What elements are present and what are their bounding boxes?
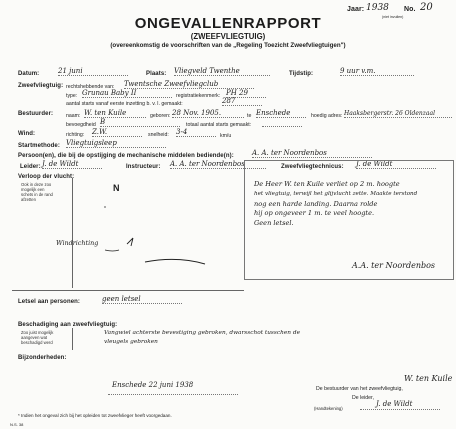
registration-value: PH 29 — [226, 89, 266, 98]
technician-label: Zweefvliegtechnicus: — [281, 164, 344, 170]
place-label: Plaats: — [146, 71, 167, 77]
not-fill-note: (niet invullen) — [382, 15, 404, 19]
leader-signature: J. de Wildt — [376, 400, 413, 408]
place-and-date: Enschede 22 juni 1938 — [112, 381, 194, 389]
number-label: No. — [404, 6, 416, 13]
remarks-signature: A.A. ter Noordenbos — [352, 261, 436, 270]
time-label: Tijdstip: — [289, 71, 314, 77]
pilot-label: Bestuurder: — [18, 111, 54, 117]
form-code: N.S. 38 — [10, 422, 24, 427]
signature-caption: (Handtekening) — [314, 406, 343, 411]
pilot-signature-label: De bestuurder van het zweefvliegtuig, — [316, 386, 403, 392]
damage-divider — [72, 328, 73, 350]
total-starts-blank — [262, 126, 302, 127]
launch-method-value: Vliegtuigsleep — [66, 139, 166, 148]
launch-method-label: Startmethode: — [18, 143, 60, 149]
address-value: Haaksbergerstr. 26 Oldenzaal — [344, 110, 452, 118]
pilot-name-label: naam: — [66, 113, 81, 119]
wind-label: Wind: — [18, 131, 36, 137]
damage-note: Zoo juist mogelijk aangeven wat beschadigd werd — [21, 330, 54, 345]
year-label: Jaar: — [347, 6, 365, 13]
owner-value: Twentsche Zweefvliegclub — [124, 80, 254, 89]
leader-signature-label: De leider, — [352, 395, 374, 401]
date-value: 21 juni — [58, 67, 128, 76]
time-value: 9 uur v.m. — [340, 67, 414, 76]
damage-label: Beschadiging aan zweefvliegtuig: — [18, 322, 118, 328]
starts-value: 287 — [222, 97, 262, 106]
remarks-line: hij op ongeveer 1 m. te veel hoogte. — [254, 209, 375, 218]
license-label: bevoegdheid — [66, 122, 96, 128]
sketch-divider-bottom — [12, 290, 244, 291]
remarks-line: Geen letsel. — [254, 219, 294, 228]
damage-value: Vangwiel achterste bevestiging gebroken, dwarsschot tusschen de vleugels gebroken — [104, 330, 301, 345]
flight-course-note: Ook in deze zoo mogelijk een schets in de rand afzetten — [21, 182, 53, 202]
pilot-name-value: W. ten Kuile — [84, 109, 146, 118]
injury-label: Letsel aan personen: — [18, 299, 81, 305]
page-subtitle: (ZWEEFVLIEGTUIG) — [190, 32, 266, 41]
leader-value: J. de Wildt — [42, 160, 102, 169]
north-label: N — [113, 183, 120, 193]
instructor-value: A. A. ter Noordenbos — [170, 160, 266, 169]
wind-direction-value: Z.W. — [92, 128, 142, 137]
footnote: * Indien het ongeval zich bij het opleiden tot zweefvlieger heeft voorgedaan. — [18, 413, 172, 418]
injury-value: geen letsel — [102, 295, 182, 304]
instructor-label: Instructeur: — [126, 164, 161, 170]
number-value: 20 — [420, 2, 433, 13]
place-value: Vliegveld Twenthe — [174, 67, 270, 76]
owner-label: rechtshebbende van: — [66, 84, 115, 90]
type-value: Grunau Baby II — [82, 89, 172, 98]
signature-line — [360, 409, 440, 410]
remarks-line: De Heer W. ten Kuile verliet op 2 m. hoogte — [254, 180, 400, 188]
wind-speed-value: 3-4 — [176, 128, 216, 137]
born-place-label: te — [247, 113, 252, 119]
starts-label: aantal starts vanaf eerste inzetting b. v. l. gemaakt: — [66, 101, 183, 107]
wind-speed-label: snelheid: — [148, 132, 169, 138]
particulars-label: Bijzonderheden: — [18, 355, 67, 361]
page-title: ONGEVALLENRAPPORT — [134, 15, 322, 32]
year-value: 1938 — [366, 3, 389, 13]
regulation-reference: (overeenkomstig de voorschriften van de „Regeling Toezicht Zweefvliegtuigen") — [110, 42, 346, 49]
leader-label: Leider: — [20, 164, 41, 170]
type-label: type: — [66, 93, 78, 99]
sketch-divider-left — [72, 178, 73, 288]
born-label: geboren: — [150, 113, 171, 119]
glider-label: Zweefvliegtuig: — [18, 83, 64, 89]
wind-direction-sketch-label: Windrichting — [56, 239, 99, 247]
operator-value: A. A. ter Noordenbos — [252, 149, 372, 158]
remarks-line: het vliegtuig, terwijl het glijvlucht zette. Maakte terstond — [254, 190, 418, 197]
born-place-value: Enschede — [256, 109, 306, 118]
license-value: B — [100, 118, 180, 127]
registration-label: registratiekenmerk: — [176, 93, 221, 99]
remarks-text — [254, 180, 417, 229]
technician-value: J. de Wildt — [356, 160, 436, 169]
total-starts-label: totaal aantal starts gemaakt: — [186, 122, 252, 128]
flight-course-label: Verloop der vlucht: — [18, 174, 75, 180]
date-label: Datum: — [18, 71, 40, 77]
flight-sketch — [85, 190, 245, 290]
born-value: 28 Nov. 1905. — [172, 109, 244, 118]
place-date-line — [108, 394, 238, 395]
wind-direction-label: richting: — [66, 132, 85, 138]
remarks-line: nog een harde landing. Daarna rolde — [254, 199, 378, 208]
wind-speed-unit: km/u — [220, 133, 232, 139]
operator-label: Persoon(en), die bij de opstijging de mechanische middelen bediende(n): — [18, 153, 234, 159]
address-label: hoedig adres: — [311, 113, 343, 119]
pilot-signature: W. ten Kuile — [404, 374, 453, 383]
